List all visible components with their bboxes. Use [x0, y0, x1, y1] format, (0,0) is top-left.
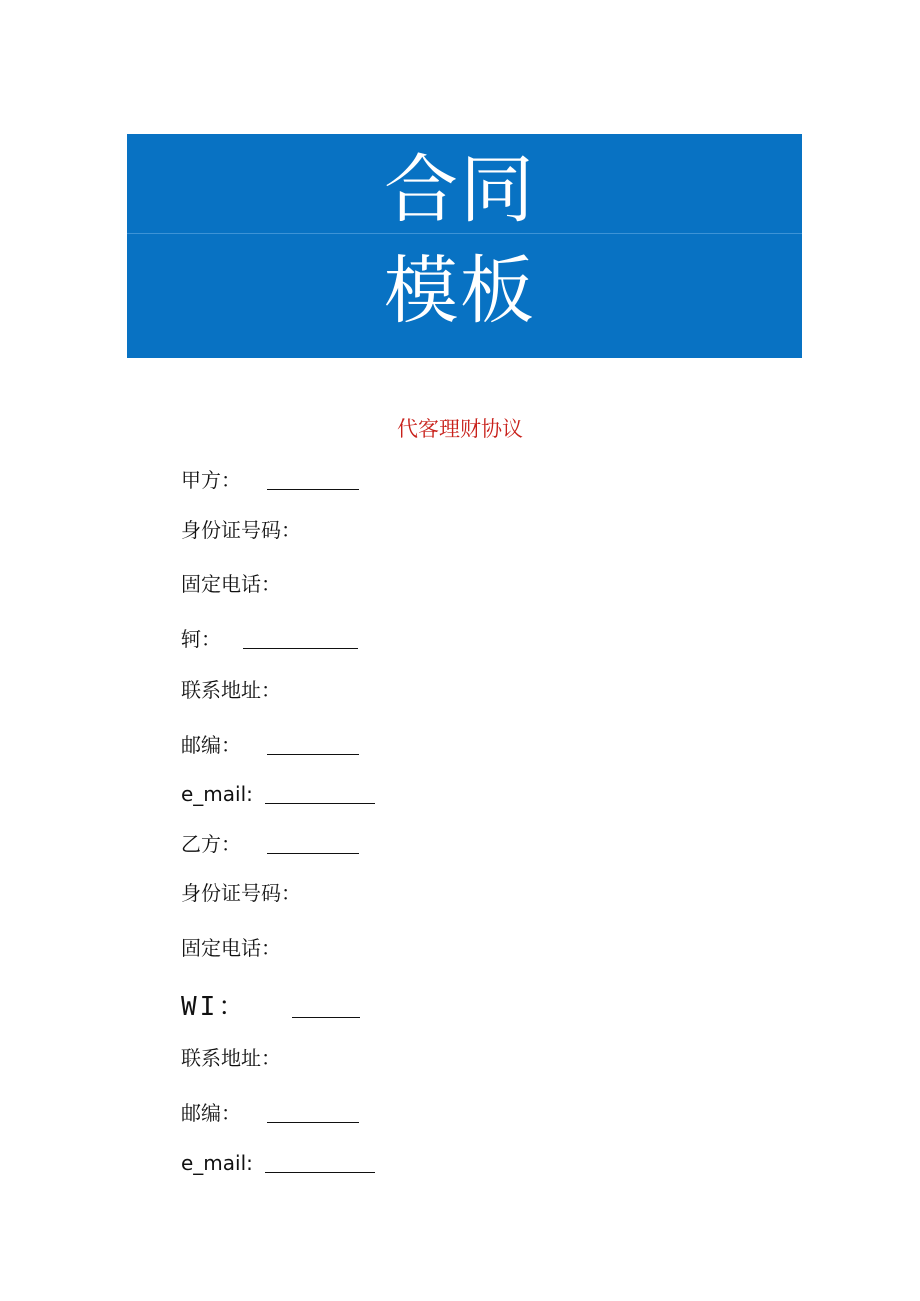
party-b-email-label: e_mail: [181, 1151, 253, 1175]
party-a-address-field [181, 677, 281, 703]
banner-title-line2: 模板 [384, 248, 536, 334]
party-a-name-field [181, 467, 359, 493]
party-a-email-blank[interactable] [265, 783, 375, 804]
party-b-mobile-label: WI： [181, 992, 248, 1022]
document-title: 代客理财协议 [397, 417, 523, 441]
party-a-name-blank[interactable] [267, 469, 359, 490]
party-a-phone-field [181, 571, 281, 597]
party-b-zip-label: 邮编： [181, 1101, 241, 1125]
party-a-zip-field [181, 732, 359, 758]
party-a-zip-blank[interactable] [267, 734, 359, 755]
party-a-email-label: e_mail: [181, 782, 253, 806]
party-a-mobile-label: 轲： [181, 627, 221, 651]
party-a-zip-label: 邮编： [181, 733, 241, 757]
party-b-id-field [181, 880, 301, 906]
party-b-zip-blank[interactable] [267, 1102, 359, 1123]
party-b-mobile-field [181, 994, 360, 1021]
party-b-name-label: 乙方： [181, 832, 241, 856]
party-b-name-blank[interactable] [267, 833, 359, 854]
party-a-id-label: 身份证号码： [181, 518, 301, 542]
party-b-id-label: 身份证号码： [181, 881, 301, 905]
party-a-mobile-field [181, 626, 358, 652]
party-a-phone-label: 固定电话： [181, 572, 281, 596]
party-b-mobile-blank[interactable] [292, 997, 360, 1018]
party-b-address-field [181, 1045, 281, 1071]
party-b-name-field [181, 831, 359, 857]
party-a-email-field [181, 781, 375, 807]
banner-divider [127, 233, 802, 234]
party-b-phone-label: 固定电话： [181, 936, 281, 960]
party-a-name-label: 甲方： [181, 468, 241, 492]
party-b-phone-field [181, 935, 281, 961]
party-a-address-label: 联系地址： [181, 678, 281, 702]
party-a-mobile-blank[interactable] [243, 628, 358, 649]
party-b-email-field [181, 1150, 375, 1176]
party-a-id-field [181, 517, 301, 543]
party-b-address-label: 联系地址： [181, 1046, 281, 1070]
party-b-email-blank[interactable] [265, 1152, 375, 1173]
party-b-zip-field [181, 1100, 359, 1126]
banner-title-line1: 合同 [384, 147, 536, 233]
